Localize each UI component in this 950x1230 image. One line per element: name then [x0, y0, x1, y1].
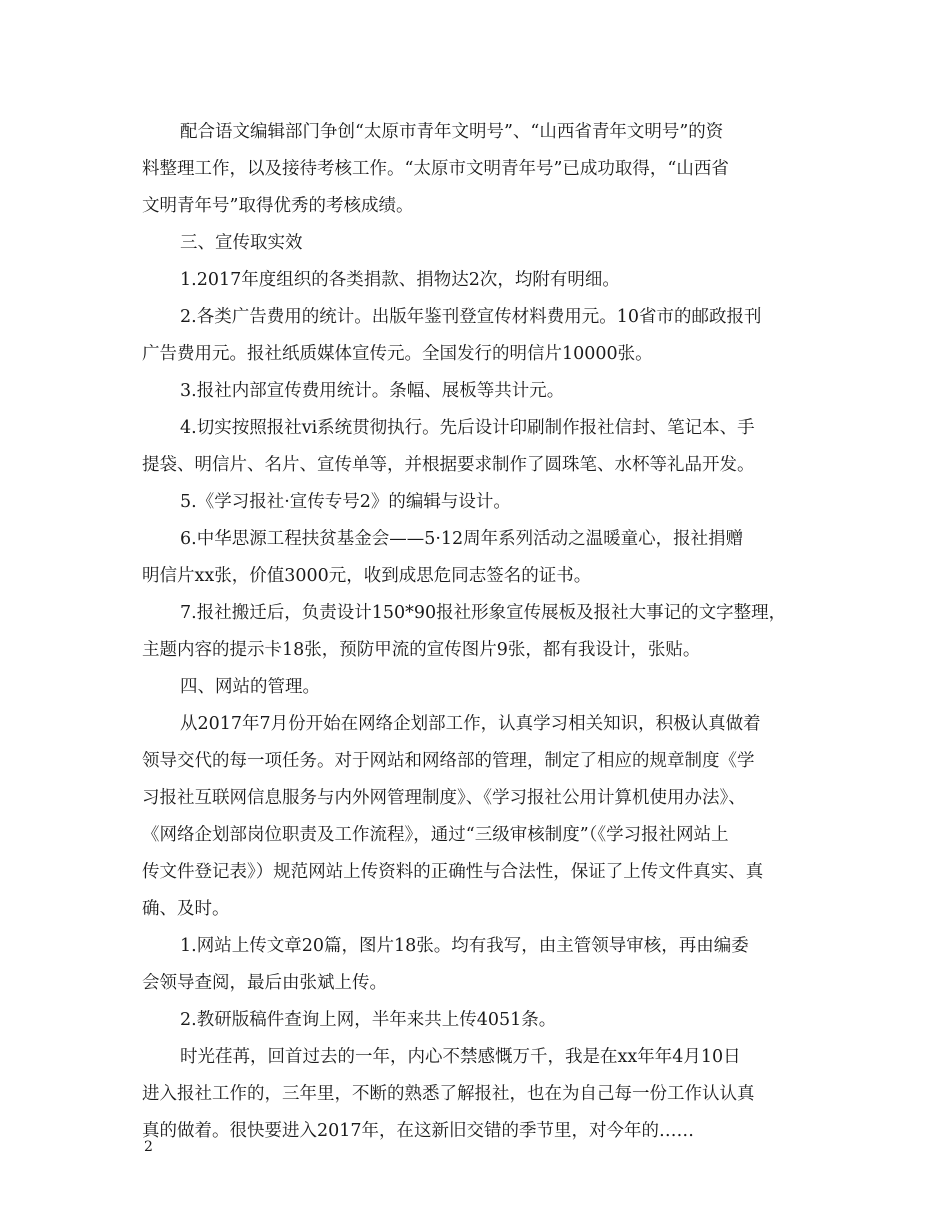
text-line: 1.网站上传文章20篇，图片18张。均有我写，由主管领导审核，再由编委	[180, 936, 749, 956]
text-line: 四、网站的管理。	[180, 677, 320, 697]
text-line: 习报社互联网信息服务与内外网管理制度》、《学习报社公用计算机使用办法》、	[142, 788, 746, 808]
text-line: 5.《学习报社·宣传专号2》的编辑与设计。	[180, 492, 511, 512]
text-line: 料整理工作，以及接待考核工作。“太原市文明青年号”已成功取得，“山西省	[142, 159, 729, 179]
text-line: 2.各类广告费用的统计。出版年鉴刊登宣传材料费用元。10省市的邮政报刊	[180, 307, 762, 327]
text-line: 三、宣传取实效	[180, 233, 303, 253]
text-line: 7.报社搬迁后，负责设计150*90报社形象宣传展板及报社大事记的文字整理，	[180, 603, 787, 623]
text-line: 《网络企划部岗位职责及工作流程》，通过“三级审核制度”（《学习报社网站上	[142, 825, 729, 845]
page-number: 2	[144, 1139, 153, 1155]
text-line: 6.中华思源工程扶贫基金会——5·12周年系列活动之温暖童心，报社捐赠	[180, 529, 744, 549]
text-line: 确、及时。	[142, 899, 230, 919]
text-line: 主题内容的提示卡18张，预防甲流的宣传图片9张，都有我设计，张贴。	[142, 640, 701, 660]
text-line: 配合语文编辑部门争创“太原市青年文明号”、“山西省青年文明号”的资	[180, 122, 724, 142]
text-line: 广告费用元。报社纸质媒体宣传元。全国发行的明信片10000张。	[142, 344, 653, 364]
document-body	[142, 114, 814, 1150]
text-line: 真的做着。很快要进入2017年，在这新旧交错的季节里，对今年的……	[142, 1121, 695, 1141]
text-line: 从2017年7月份开始在网络企划部工作，认真学习相关知识，积极认真做着	[180, 714, 761, 734]
text-line: 4.切实按照报社vi系统贯彻执行。先后设计印刷制作报社信封、笔记本、手	[180, 418, 755, 438]
text-line: 传文件登记表》）规范网站上传资料的正确性与合法性，保证了上传文件真实、真	[142, 862, 764, 882]
text-line: 进入报社工作的，三年里，不断的熟悉了解报社，也在为自己每一份工作认认真	[142, 1084, 755, 1104]
text-line: 文明青年号”取得优秀的考核成绩。	[142, 196, 414, 216]
text-line: 3.报社内部宣传费用统计。条幅、展板等共计元。	[180, 381, 565, 401]
text-line: 提袋、明信片、名片、宣传单等，并根据要求制作了圆珠笔、水杯等礼品开发。	[142, 455, 755, 475]
text-line: 2.教研版稿件查询上网，半年来共上传4051条。	[180, 1010, 557, 1030]
text-line: 领导交代的每一项任务。对于网站和网络部的管理，制定了相应的规章制度《学	[142, 751, 755, 771]
text-line: 明信片xx张，价值3000元，收到成思危同志签名的证书。	[142, 566, 592, 586]
text-line: 时光荏苒，回首过去的一年，内心不禁感慨万千，我是在xx年年4月10日	[180, 1047, 741, 1067]
text-line: 1.2017年度组织的各类捐款、捐物达2次，均附有明细。	[180, 270, 620, 290]
text-line: 会领导查阅，最后由张斌上传。	[142, 973, 387, 993]
